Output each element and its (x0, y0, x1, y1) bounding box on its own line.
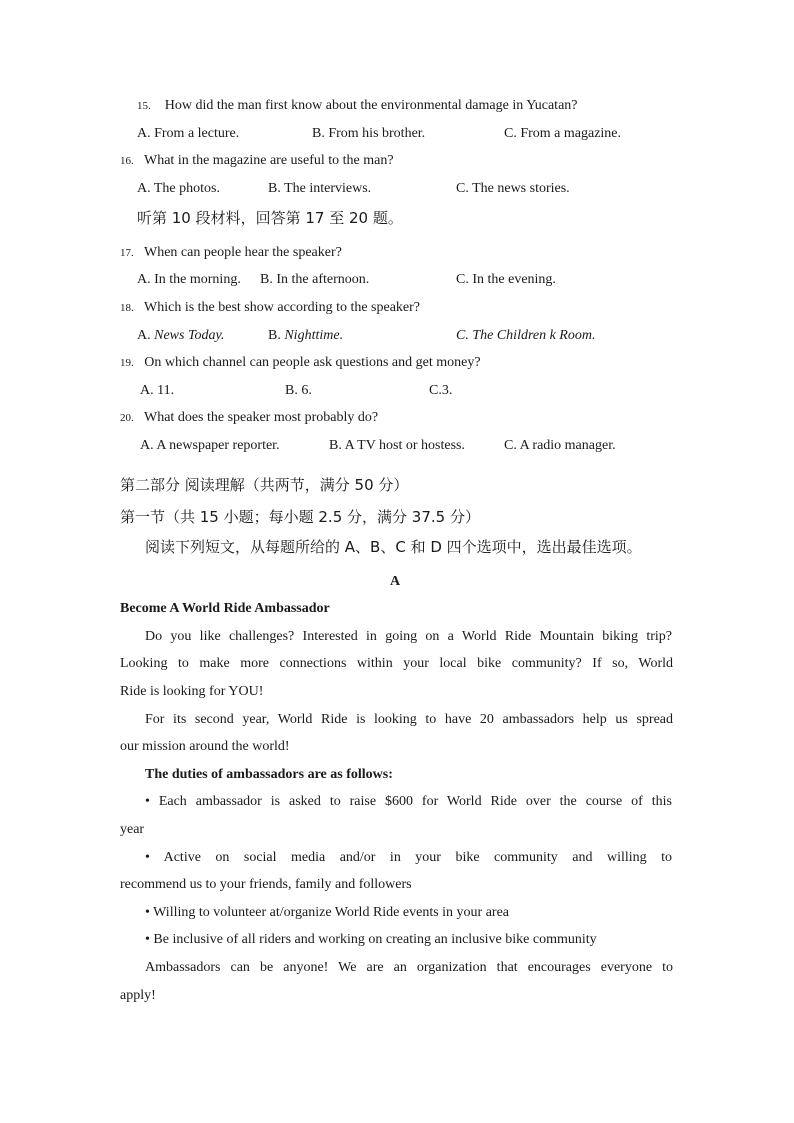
option-c: C. From a magazine. (504, 126, 622, 141)
paragraph-line: Ride is looking for YOU! (120, 684, 264, 699)
paragraph-line: Do you like challenges? Interested in going on a World Ride Mountain biking trip? (145, 629, 672, 644)
option-text: News Today. (154, 328, 225, 343)
option-b: B. A TV host or hostess. (329, 438, 466, 453)
question-number: 20. (120, 412, 134, 424)
question-20 (120, 409, 378, 427)
bullet-item: • Be inclusive of all riders and working on creating an inclusive bike community (145, 932, 597, 947)
question-number: 19. (120, 357, 134, 369)
option-c: C. The Children k Room. (456, 328, 596, 343)
bullet-continuation: year (120, 822, 145, 837)
question-15 (137, 97, 578, 115)
option-c: C. A radio manager. (504, 438, 616, 453)
reading-instruction: 阅读下列短文，从每题所给的 A、B、C 和 D 四个选项中，选出最佳选项。 (145, 538, 642, 556)
option-a: A. A newspaper reporter. (140, 438, 280, 453)
question-17 (120, 244, 342, 262)
bullet-item: • Active on social media and/or in your bike community and willing to (145, 850, 672, 865)
question-text: What does the speaker most probably do? (144, 410, 379, 425)
option-a: A. From a lecture. (137, 126, 240, 141)
question-19 (120, 354, 481, 372)
question-number: 15. (137, 100, 151, 112)
option-b: B. In the afternoon. (260, 272, 370, 287)
question-16 (120, 152, 394, 170)
part-heading: 第二部分 阅读理解（共两节，满分 50 分） (120, 476, 409, 494)
option-a: A. 11. (140, 383, 175, 398)
bullet-continuation: recommend us to your friends, family and followers (120, 877, 412, 892)
option-letter: A. (137, 328, 151, 343)
paragraph-line: Ambassadors can be anyone! We are an organization that encourages everyone to (145, 960, 673, 975)
question-text: On which channel can people ask questions and get money? (144, 355, 481, 370)
passage-title: Become A World Ride Ambassador (120, 601, 330, 616)
option-c: C.3. (429, 383, 453, 398)
option-a: A. The photos. (137, 181, 220, 196)
question-number: 18. (120, 302, 134, 314)
question-text: What in the magazine are useful to the man? (144, 153, 394, 168)
paragraph-line: For its second year, World Ride is looking to have 20 ambassadors help us spread (145, 712, 673, 727)
section-heading: 第一节（共 15 小题；每小题 2.5 分，满分 37.5 分） (120, 508, 480, 526)
option-b (268, 327, 343, 345)
paragraph-line: our mission around the world! (120, 739, 290, 754)
bullet-item: • Each ambassador is asked to raise $600 for World Ride over the course of this (145, 794, 672, 809)
section-instruction: 听第 10 段材料，回答第 17 至 20 题。 (137, 209, 403, 227)
question-text: When can people hear the speaker? (144, 245, 342, 260)
question-18 (120, 299, 420, 317)
question-number: 16. (120, 155, 134, 167)
option-b: B. 6. (285, 383, 312, 398)
question-text: Which is the best show according to the speaker? (144, 300, 421, 315)
option-text: Nighttime. (284, 328, 344, 343)
question-text: How did the man first know about the environmental damage in Yucatan? (164, 98, 578, 113)
paragraph-line: Looking to make more connections within your local bike community? If so, World (120, 656, 673, 671)
option-c: C. The news stories. (456, 181, 570, 196)
option-c: C. In the evening. (456, 272, 556, 287)
bullet-item: • Willing to volunteer at/organize World Ride events in your area (145, 905, 510, 920)
paragraph-line: apply! (120, 988, 156, 1003)
option-letter: B. (268, 328, 281, 343)
duties-heading: The duties of ambassadors are as follows: (145, 767, 393, 782)
option-b: B. From his brother. (312, 126, 426, 141)
option-b: B. The interviews. (268, 181, 372, 196)
passage-letter: A (390, 574, 401, 589)
question-number: 17. (120, 247, 134, 259)
option-a (137, 327, 224, 345)
option-a: A. In the morning. (137, 272, 241, 287)
